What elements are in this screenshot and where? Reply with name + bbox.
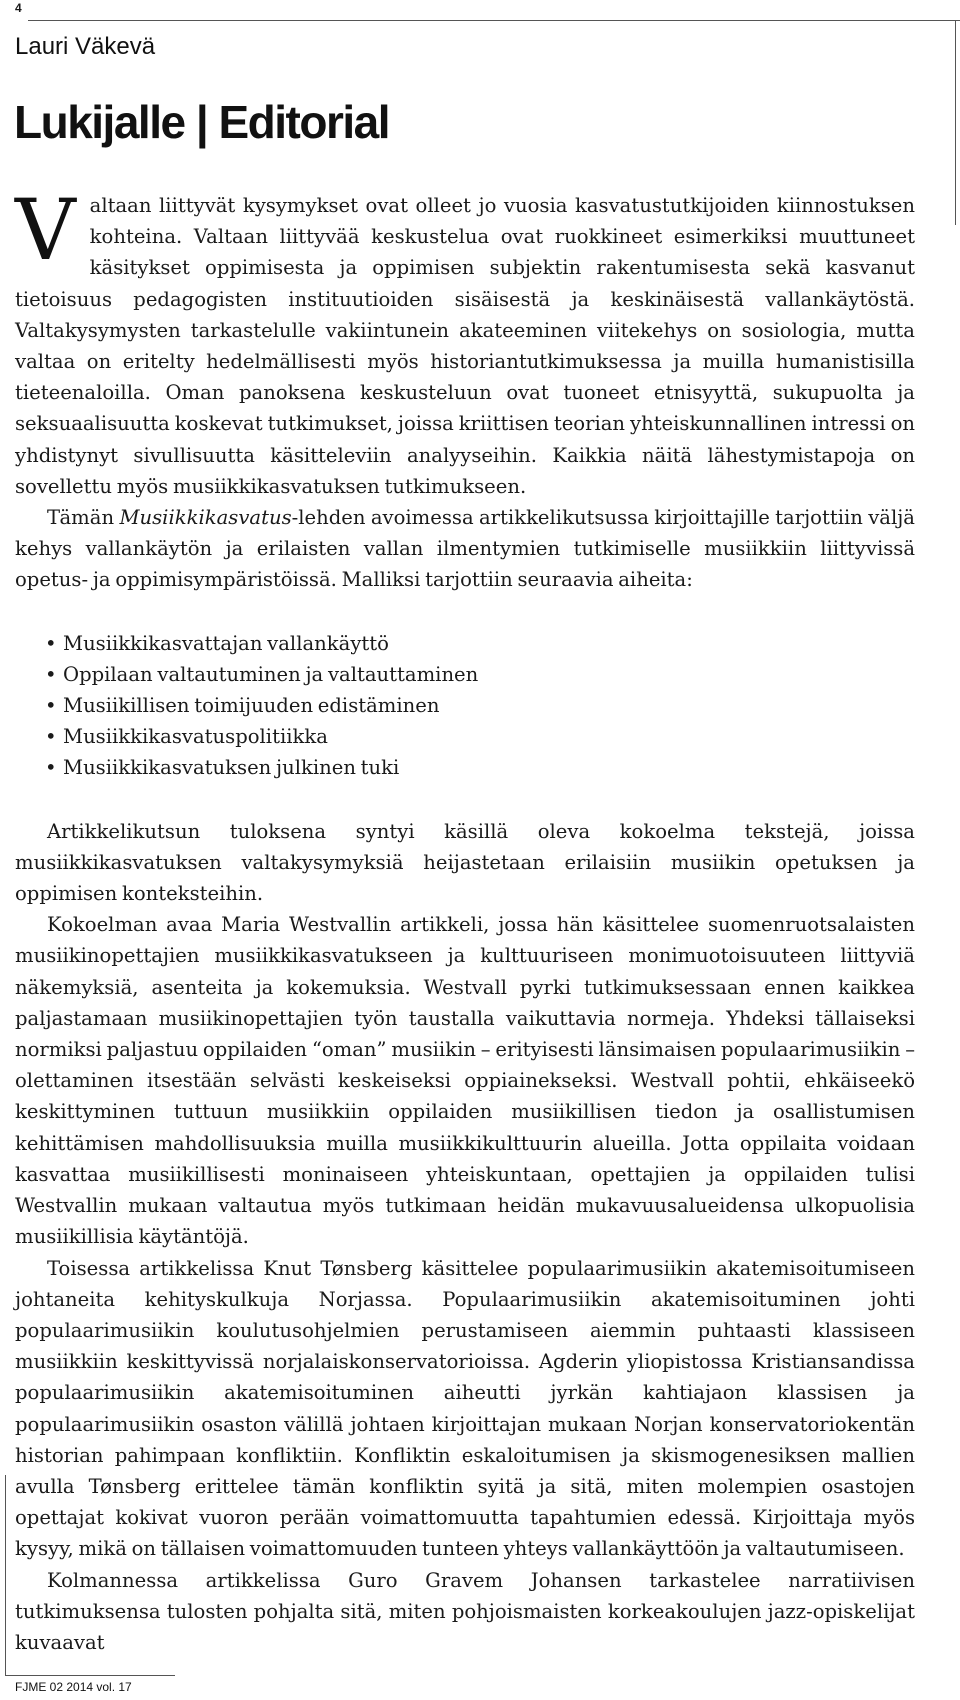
footer-citation: FJME 02 2014 vol. 17 xyxy=(15,1680,132,1694)
paragraph: Toisessa artikkelissa Knut Tønsberg käsittelee populaarimusiikin akatemisoitumiseen johtaneita kehityskulkuja Norjassa. Populaarimusiikin akatemisoituminen johti populaarimusiikin koulutusohjelmien perustamiseen aiemmin puhtaasti klassiseen musiikkiin keskittyvissä norjalaiskonservatorioissa. Agderin yliopistossa Kristiansandissa populaarimusiikin akatemisoituminen aiheutti jyrkän kahtiajaon klassisen ja populaarimusiikin osaston välillä johtaen kirjoittajan mukaan Norjan konservatoriokentän historian pahimpaan konfliktiin. Konfliktin eskaloitumisen ja skismogenesiksen mallien avulla Tønsberg erittelee tämän konfliktin syitä ja sitä, miten molempien osastojen opettajat kokivat vuoron perään voimattomuutta tapahtumien edessä. Kirjoittaja myös kysyy, mikä on tällaisen voimattomuuden tunteen yhteys vallankäyttöön ja valtautumiseen. xyxy=(15,1256,915,1561)
article-body xyxy=(15,181,915,1658)
list-item: • Musiikkikasvatuspolitiikka xyxy=(15,721,915,752)
list-item: • Musiikillisen toimijuuden edistäminen xyxy=(15,690,915,721)
author-name: Lauri Väkevä xyxy=(15,33,156,60)
footer-rule xyxy=(5,1675,175,1676)
intro-text: altaan liittyvät kysymykset ovat olleet jo vuosia kasvatustutkijoiden kiinnostuksen kohteina. Valtaan liittyvää keskustelua ovat ruokkineet esimerkiksi muuttuneet käsitykset oppimisesta ja oppimisen subjektin rakentumisesta sekä kasvanut tietoisuus pedagogisten instituutioiden sisäisestä ja keskinäisestä vallankäytöstä. Valtakysymysten tarkastelulle vakiintunein akateeminen viitekehys on sosiologia, mutta valtaa on eritelty hedelmällisesti myös historiantutkimuksessa ja muilla humanistisilla tieteenaloilla. Oman panoksena keskusteluun ovat tuoneet etnisyyttä, sukupuolta ja seksuaalisuutta koskevat tutkimukset, joissa kriittisen teorian yhteiskunnallinen intressi on yhdistynyt sivullisuutta käsitteleviin analyyseihin. Kaikkia näitä lähestymistapoja on sovellettu myös musiikkikasvatuksen tutkimukseen. xyxy=(15,194,915,498)
list-item: • Musiikkikasvattajan vallankäyttö xyxy=(15,628,915,659)
drop-cap: V xyxy=(15,181,76,279)
call-text-start: Tämän xyxy=(47,506,120,530)
call-paragraph xyxy=(15,502,915,596)
call-text-end: -lehden avoimessa artikkelikutsussa kirjoittajille tarjottiin väljä kehys vallankäytön ja erilaisten vallan ilmentymien tutkimiselle musiikkiin liittyvissä opetus- ja oppimisympäristöissä. Malliksi tarjottiin seuraavia aiheita: xyxy=(15,506,915,592)
paragraph: Artikkelikutsun tuloksena syntyi käsillä oleva kokoelma tekstejä, joissa musiikkikasvatuksen valtakysymyksiä heijastetaan erilaisiin musiikin opetuksen ja oppimisen konteksteihin. xyxy=(15,819,915,906)
right-margin-rule xyxy=(955,20,956,225)
list-item: • Oppilaan valtautuminen ja valtauttaminen xyxy=(15,659,915,690)
top-rule xyxy=(28,20,960,21)
topic-list xyxy=(15,628,915,784)
journal-name: Musiikkikasvatus xyxy=(119,506,292,530)
paragraph: Kokoelman avaa Maria Westvallin artikkeli, jossa hän käsittelee suomenruotsalaisten musiikinopettajien musiikkikasvatukseen ja kulttuuriseen monimuotoisuuteen liittyviä näkemyksiä, asenteita ja kokemuksia. Westvall pyrki tutkimuksessaan ennen kaikkea paljastamaan musiikinopettajien työn taustalla vaikuttavia normeja. Yhdeksi tällaiseksi normiksi paljastuu oppilaiden “oman” musiikin – erityisesti länsimaisen populaarimusiikin – olettaminen itsestään selvästi keskeiseksi oppiainekseksi. Westvall pohtii, ehkäiseekö keskittyminen tuttuun musiikkiin oppilaiden musiikillisen tiedon ja osallistumisen kehittämisen mahdollisuuksia muilla musiikkikulttuurin alueilla. Jotta oppilaita voidaan kasvattaa musiikillisesti moninaiseen yhteiskuntaan, opettajien ja oppilaiden tulisi Westvallin mukaan valtautua myös tutkimaan heidän mukavuusalueidensa ulkopuolisia musiikillisia käytäntöjä. xyxy=(15,913,915,1249)
page-number: 4 xyxy=(15,1,22,15)
left-margin-rule xyxy=(5,1475,6,1675)
paragraph: Kolmannessa artikkelissa Guro Gravem Johansen tarkastelee narratiivisen tutkimuksensa tulosten pohjalta sitä, miten pohjoismaisten korkeakoulujen jazz-opiskelijat kuvaavat xyxy=(15,1568,915,1654)
page-title: Lukijalle | Editorial xyxy=(14,96,390,148)
list-item: • Musiikkikasvatuksen julkinen tuki xyxy=(15,752,915,783)
intro-paragraph xyxy=(15,181,915,502)
